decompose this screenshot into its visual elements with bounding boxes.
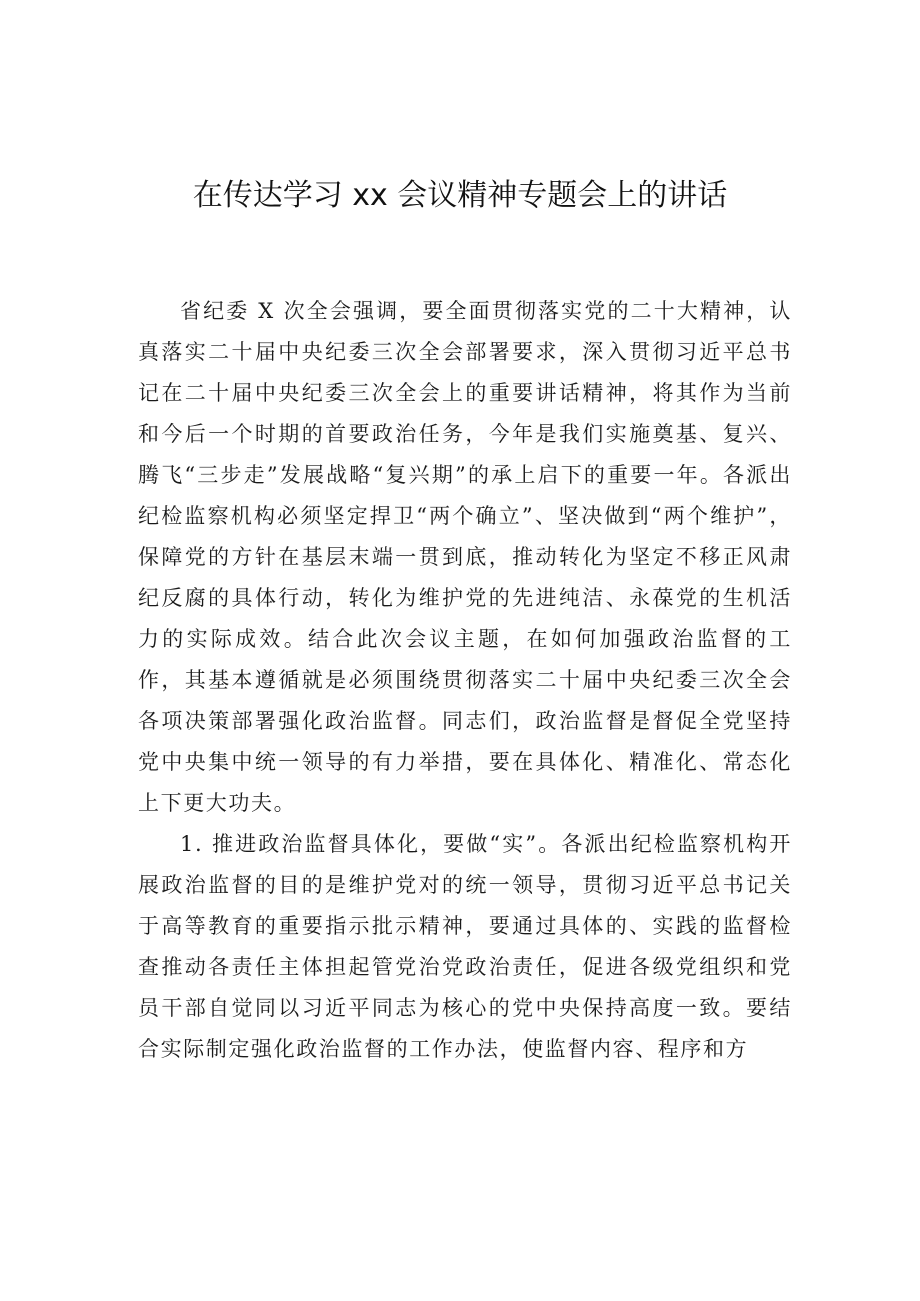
paragraph-2: 1. 推进政治监督具体化，要做“实”。各派出纪检监察机构开展政治监督的目的是维护党对的统一领导，贯彻习近平总书记关于高等教育的重要指示批示精神，要通过具体的、实践的监督检查推动各责任主体担起管党治党政治责任，促进各级党组织和党员干部自觉同以习近平同志为核心的党中央保持高度一致。要结合实际制定强化政治监督的工作办法，使监督内容、程序和方 (138, 832, 792, 1061)
document-title: 在传达学习 xx 会议精神专题会上的讲话 (192, 178, 728, 213)
document-body (138, 291, 792, 1070)
paragraph-1: 省纪委 X 次全会强调，要全面贯彻落实党的二十大精神，认真落实二十届中央纪委三次全会部署要求，深入贯彻习近平总书记在二十届中央纪委三次全会上的重要讲话精神，将其作为当前和今后一个时期的首要政治任务，今年是我们实施奠基、复兴、腾飞“三步走”发展战略“复兴期”的承上启下的重要一年。各派出纪检监察机构必须坚定捍卫“两个确立”、坚决做到“两个维护”，保障党的方针在基层末端一贯到底，推动转化为坚定不移正风肃纪反腐的具体行动，转化为维护党的先进纯洁、永葆党的生机活力的实际成效。结合此次会议主题，在如何加强政治监督的工作，其基本遵循就是必须围绕贯彻落实二十届中央纪委三次全会各项决策部署强化政治监督。同志们，政治监督是督促全党坚持党中央集中统一领导的有力举措，要在具体化、精准化、常态化上下更大功夫。 (138, 299, 792, 815)
